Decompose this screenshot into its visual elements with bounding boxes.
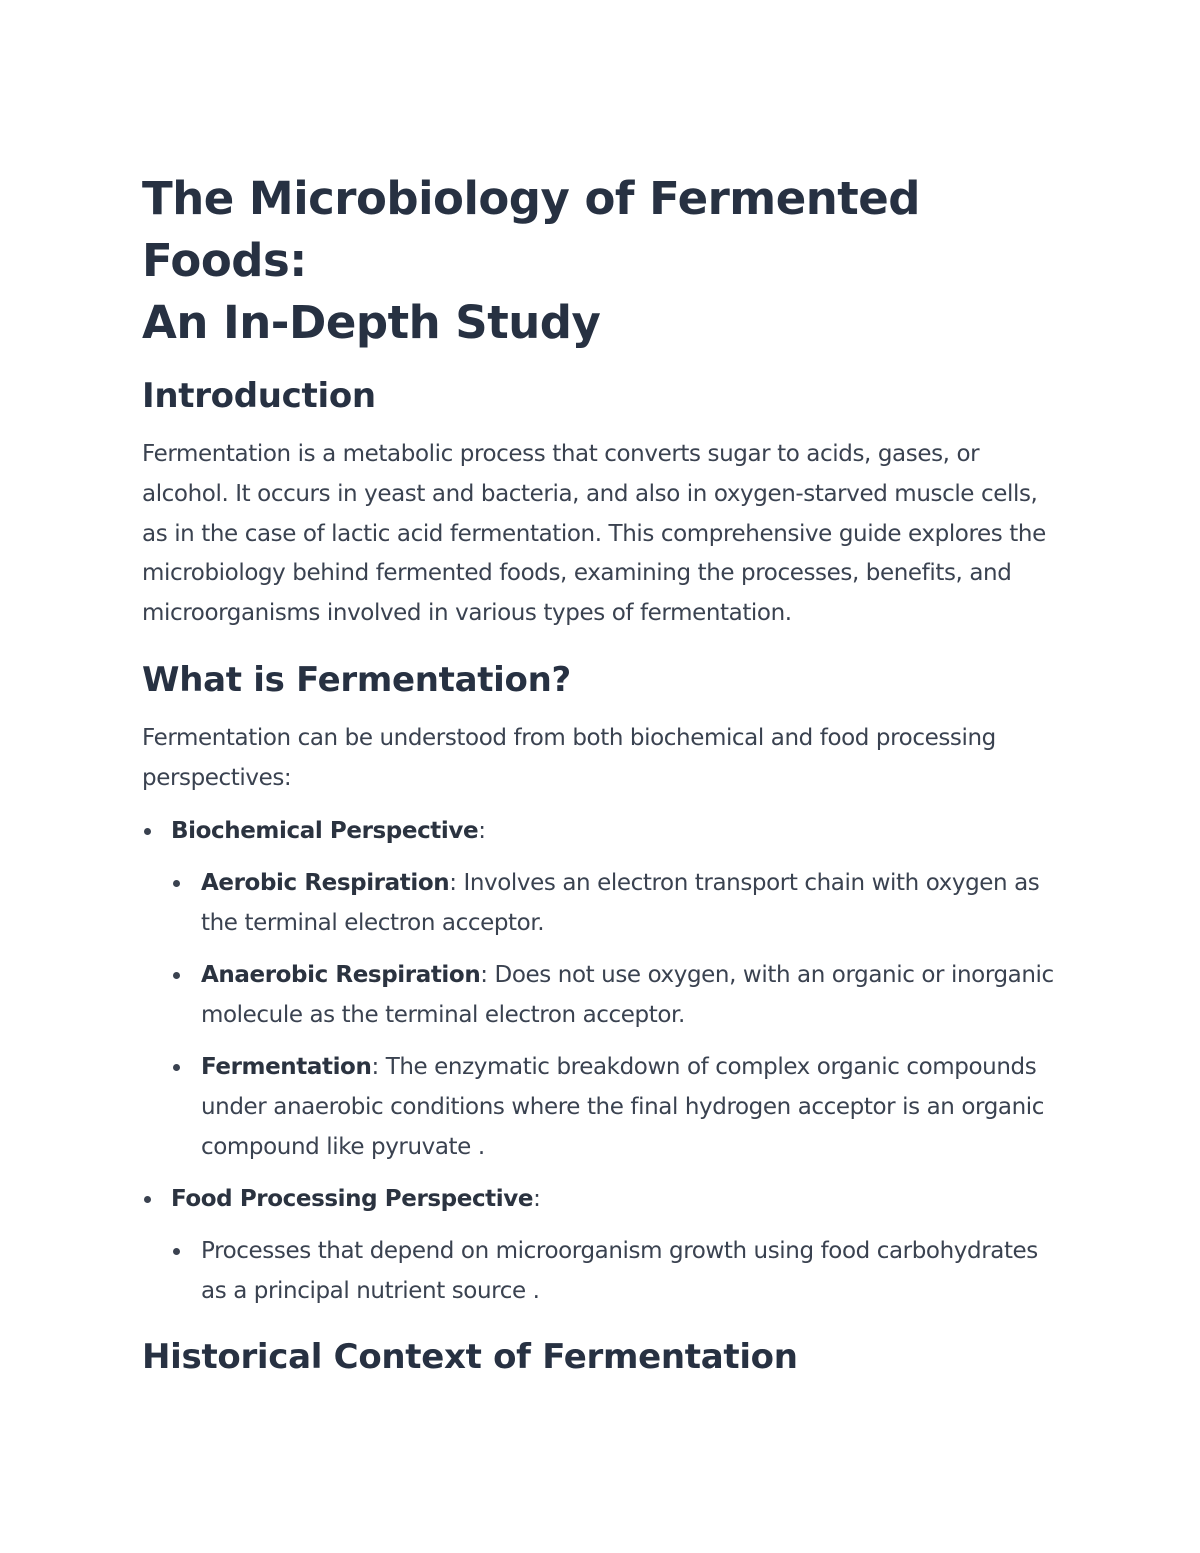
title-line-1: The Microbiology of Fermented Foods: bbox=[142, 172, 920, 287]
biochemical-sublist bbox=[171, 863, 1062, 1167]
introduction-paragraph: Fermentation is a metabolic process that converts sugar to acids, gases, or alcohol. It occurs in yeast and bacteria, and also in oxygen-starved muscle cells, as in the case of lactic acid fermentation. This comprehensive guide explores the microbiology behind fermented foods, examining the processes, benefits, and microorganisms involved in various types of fermentation. bbox=[142, 441, 1046, 627]
introduction-heading: Introduction bbox=[142, 376, 376, 416]
what-is-fermentation-heading: What is Fermentation? bbox=[142, 659, 571, 700]
page-title bbox=[142, 168, 1062, 354]
list-item-label: Food Processing Perspective bbox=[171, 1185, 534, 1212]
sublist-item-label: Anaerobic Respiration bbox=[201, 961, 481, 988]
historical-context-heading: Historical Context of Fermentation bbox=[142, 1336, 798, 1377]
what-is-fermentation-paragraph: Fermentation can be understood from both biochemical and food processing perspectives: bbox=[142, 724, 996, 791]
sublist-item-processes: Processes that depend on microorganism growth using food carbohydrates as a principal nutrient source . bbox=[171, 1231, 1062, 1311]
sublist-item-anaerobic: Anaerobic Respiration: Does not use oxygen, with an organic or inorganic molecule as the terminal electron acceptor. bbox=[171, 955, 1062, 1035]
sublist-item-label: Aerobic Respiration bbox=[201, 869, 450, 896]
sublist-item-label: Fermentation bbox=[201, 1053, 372, 1080]
list-item-food-processing: Food Processing Perspective: Processes that depend on microorganism growth using food carbohydrates as a principal nutrient source . bbox=[142, 1179, 1062, 1311]
food-processing-sublist bbox=[171, 1231, 1062, 1311]
list-item-biochemical: Biochemical Perspective: Aerobic Respiration: Involves an electron transport chain with oxygen as the terminal electron acceptor. Anaerobic Respiration: Does not use oxygen, with an organic or inorganic molecule as the terminal electron acceptor. Fermentation: The enzymatic breakdown of complex organic compounds under anaerobic conditions where the final hydrogen acceptor is an organic compound like pyruvate . bbox=[142, 811, 1062, 1167]
title-line-2: An In-Depth Study bbox=[142, 296, 601, 349]
sublist-item-aerobic: Aerobic Respiration: Involves an electron transport chain with oxygen as the terminal electron acceptor. bbox=[171, 863, 1062, 943]
list-item-label: Biochemical Perspective bbox=[171, 817, 479, 844]
document-page bbox=[142, 168, 1062, 1379]
sublist-item-fermentation: Fermentation: The enzymatic breakdown of complex organic compounds under anaerobic conditions where the final hydrogen acceptor is an organic compound like pyruvate . bbox=[171, 1047, 1062, 1167]
perspective-list bbox=[142, 811, 1062, 1311]
